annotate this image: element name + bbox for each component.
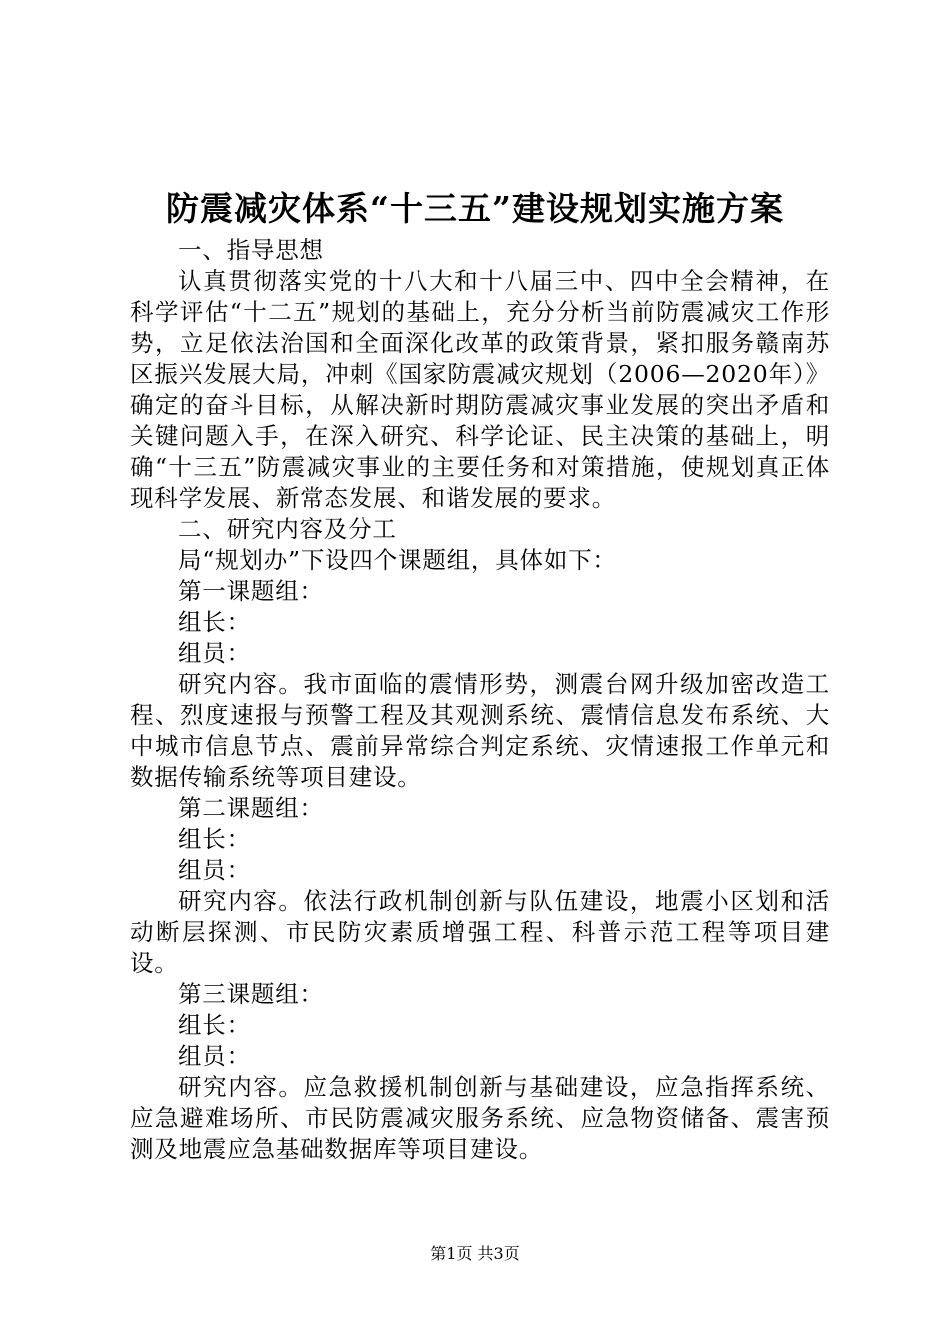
group-one-members: 组员：: [178, 639, 251, 667]
page-number-footer: 第1页 共3页: [430, 1244, 520, 1263]
group-one-heading: 第一课题组：: [178, 577, 324, 605]
group-two-heading: 第二课题组：: [178, 794, 324, 822]
section-heading-guiding-ideology: 一、指导思想: [178, 236, 324, 264]
document-title: 防震减灾体系“十三五”建设规划实施方案: [166, 189, 784, 228]
group-one-research: 研究内容。我市面临的震情形势，测震台网升级加密改造工程、烈度速报与预警工程及其观测系统、震情信息发布系统、大中城市信息节点、震前异常综合判定系统、灾情速报工作单元和数据传输系统等项目建设。: [130, 670, 830, 791]
document-body: [130, 235, 830, 1165]
group-three-leader: 组长：: [178, 1011, 251, 1039]
group-three-research: 研究内容。应急救援机制创新与基础建设，应急指挥系统、应急避难场所、市民防震减灾服务系统、应急物资储备、震害预测及地震应急基础数据库等项目建设。: [130, 1073, 830, 1163]
group-two-members: 组员：: [178, 856, 251, 884]
group-three-members: 组员：: [178, 1042, 251, 1070]
paragraph-group-intro: 局“规划办”下设四个课题组，具体如下：: [178, 546, 617, 574]
paragraph-guiding-ideology: 认真贯彻落实党的十八大和十八届三中、四中全会精神，在科学评估“十二五”规划的基础上，充分分析当前防震减灾工作形势，立足依法治国和全面深化改革的政策背景，紧扣服务赣南苏区振兴发展大局，冲刺《国家防震减灾规划（2006—2020年）》确定的奋斗目标，从解决新时期防震减灾事业发展的突出矛盾和关键问题入手，在深入研究、科学论证、民主决策的基础上，明确“十三五”防震减灾事业的主要任务和对策措施，使规划真正体现科学发展、新常态发展、和谐发展的要求。: [130, 267, 830, 512]
section-heading-research-content: 二、研究内容及分工: [178, 515, 397, 543]
group-one-leader: 组长：: [178, 608, 251, 636]
group-two-leader: 组长：: [178, 825, 251, 853]
group-two-research: 研究内容。依法行政机制创新与队伍建设，地震小区划和活动断层探测、市民防灾素质增强工程、科普示范工程等项目建设。: [130, 887, 830, 977]
group-three-heading: 第三课题组：: [178, 980, 324, 1008]
